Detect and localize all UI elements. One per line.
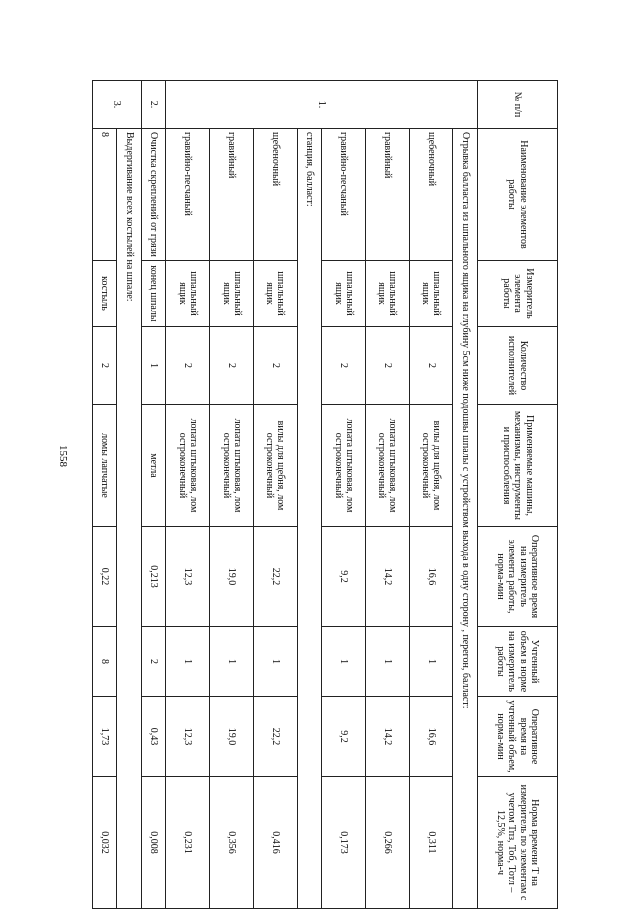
table-row <box>210 81 254 909</box>
page-number: 1558 <box>57 445 69 467</box>
cell-meter: шпальный ящик <box>166 261 210 327</box>
cell-volume: 1 <box>166 627 210 697</box>
cell-meter: шпальный ящик <box>366 261 410 327</box>
header-tools: Применяемые машины, механизмы, инструменты и приспособления <box>478 405 558 527</box>
cell-name: 8 <box>93 129 118 261</box>
cell-tools: лопата штыковая, лом остроконечный <box>166 405 210 527</box>
cell-norm: 0,032 <box>93 777 118 909</box>
cell-tools: вилы для щебня, лом остроконечный <box>254 405 298 527</box>
cell-meter: конец шпалы <box>142 261 167 327</box>
cell-name: Очистка скреплений от грязи <box>142 129 167 261</box>
cell-crew: 1 <box>142 327 167 405</box>
cell-crew: 2 <box>93 327 118 405</box>
cell-norm: 0,416 <box>254 777 298 909</box>
cell-optime-total: 12,3 <box>166 697 210 777</box>
table-row <box>93 81 118 909</box>
cell-volume: 1 <box>210 627 254 697</box>
cell-crew: 2 <box>210 327 254 405</box>
cell-volume: 1 <box>322 627 366 697</box>
cell-optime-total: 9,2 <box>322 697 366 777</box>
cell-optime: 14,2 <box>366 527 410 627</box>
cell-optime: 16,6 <box>409 527 453 627</box>
norms-table <box>92 80 558 909</box>
header-row <box>478 81 558 909</box>
cell-crew: 2 <box>254 327 298 405</box>
cell-optime: 19,0 <box>210 527 254 627</box>
cell-crew: 2 <box>322 327 366 405</box>
header-num: № п/п <box>478 81 558 129</box>
cell-crew: 2 <box>166 327 210 405</box>
cell-optime: 22,2 <box>254 527 298 627</box>
cell-optime: 0,213 <box>142 527 167 627</box>
cell-optime-total: 0,43 <box>142 697 167 777</box>
header-optime: Оперативное время на измеритель элемента работы, норма-мин <box>478 527 558 627</box>
cell-meter: костыль <box>93 261 118 327</box>
cell-meter: шпальный ящик <box>409 261 453 327</box>
cell-name: щебеночный <box>409 129 453 261</box>
row-num: 2. <box>142 81 167 129</box>
cell-optime-total: 19,0 <box>210 697 254 777</box>
header-crew: Количество исполнителей <box>478 327 558 405</box>
cell-meter: шпальный ящик <box>322 261 366 327</box>
table-row <box>366 81 410 909</box>
cell-norm: 0,231 <box>166 777 210 909</box>
cell-tools: метла <box>142 405 167 527</box>
row-num: 3. <box>93 81 142 129</box>
cell-volume: 1 <box>409 627 453 697</box>
cell-optime: 9,2 <box>322 527 366 627</box>
header-volume: Учтенный объем в норме на измеритель работы <box>478 627 558 697</box>
norms-table-sheet <box>92 80 558 908</box>
table-row <box>254 81 298 909</box>
cell-tools: лопата штыковая, лом остроконечный <box>366 405 410 527</box>
cell-norm: 0,008 <box>142 777 167 909</box>
cell-norm: 0,173 <box>322 777 366 909</box>
cell-crew: 2 <box>409 327 453 405</box>
cell-volume: 8 <box>93 627 118 697</box>
cell-optime: 12,3 <box>166 527 210 627</box>
cell-name: щебеночный <box>254 129 298 261</box>
section-intro: Выдергивание всех костылей на шпале: <box>117 129 142 909</box>
cell-optime-total: 16,6 <box>409 697 453 777</box>
cell-tools: лопата штыковая, лом остроконечный <box>322 405 366 527</box>
cell-optime-total: 1,73 <box>93 697 118 777</box>
cell-name: гравийный <box>366 129 410 261</box>
cell-optime-total: 22,2 <box>254 697 298 777</box>
cell-meter: шпальный ящик <box>210 261 254 327</box>
header-norm: Норма времени Т на измеритель по элементам с учетом Тпз, Тоб, Тотл – 12,5%, норма-ч <box>478 777 558 909</box>
table-row <box>409 81 453 909</box>
header-optime-total: Оперативное время на учтенный объем, норма-мин <box>478 697 558 777</box>
cell-name: гравийно-песчаный <box>322 129 366 261</box>
cell-optime-total: 14,2 <box>366 697 410 777</box>
table-row <box>322 81 366 909</box>
cell-optime: 0,22 <box>93 527 118 627</box>
header-meter: Измеритель элемента работы <box>478 261 558 327</box>
cell-norm: 0,311 <box>409 777 453 909</box>
cell-tools: вилы для щебня, лом остроконечный <box>409 405 453 527</box>
cell-meter: шпальный ящик <box>254 261 298 327</box>
cell-volume: 1 <box>366 627 410 697</box>
cell-tools: ломы лапчатые <box>93 405 118 527</box>
table-row <box>297 81 322 909</box>
table-row <box>117 81 142 909</box>
table-row <box>453 81 478 909</box>
station-intro: станция, балласт: <box>297 129 322 909</box>
cell-crew: 2 <box>366 327 410 405</box>
table-row <box>142 81 167 909</box>
cell-norm: 0,356 <box>210 777 254 909</box>
cell-volume: 1 <box>254 627 298 697</box>
header-name: Наименование элементов работы <box>478 129 558 261</box>
cell-norm: 0,266 <box>366 777 410 909</box>
cell-volume: 2 <box>142 627 167 697</box>
row-num: 1. <box>166 81 478 129</box>
cell-name: гравийный <box>210 129 254 261</box>
cell-tools: лопата штыковая, лом остроконечный <box>210 405 254 527</box>
section-intro: Отрывка балласта из шпального ящика на глубину 5см ниже подошвы шпалы с устройством выхода в одну сторону , перегон, балласт: <box>453 129 478 909</box>
cell-name: гравийно-песчаный <box>166 129 210 261</box>
table-row <box>166 81 210 909</box>
